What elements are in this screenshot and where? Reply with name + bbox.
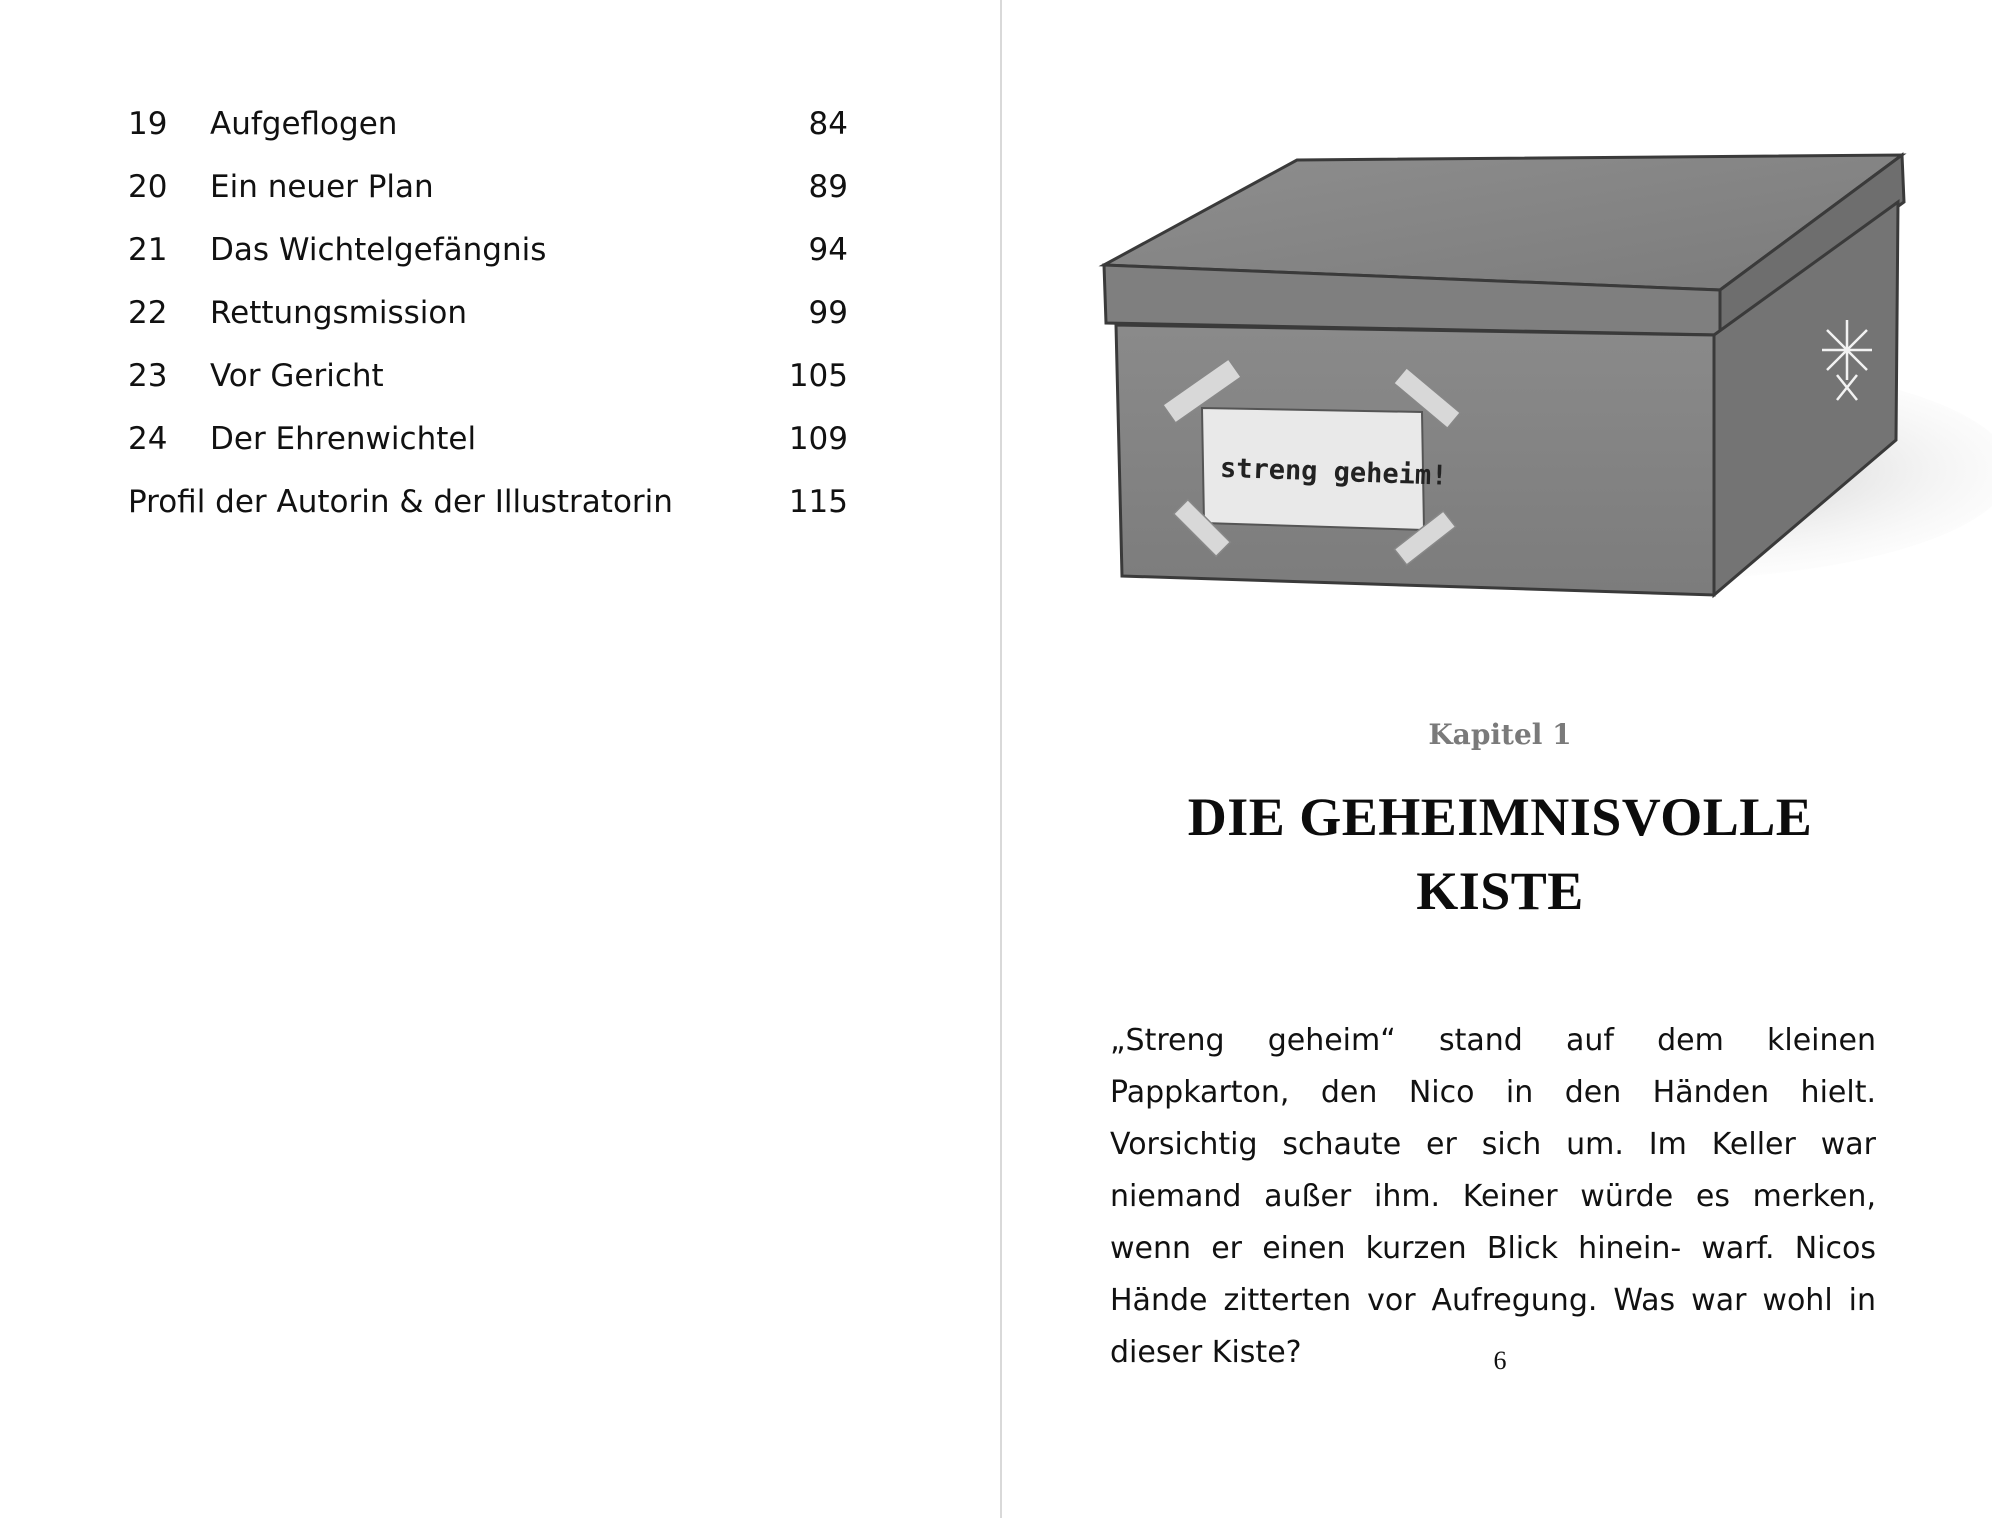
toc-entry[interactable] [128, 350, 848, 413]
box-illustration [1092, 140, 1992, 620]
toc-page-number: 89 [808, 169, 848, 205]
label-text: streng geheim! [1219, 452, 1448, 492]
toc-entry[interactable] [128, 287, 848, 350]
toc-page-number: 84 [808, 106, 848, 142]
toc-chapter-number: 24 [128, 421, 168, 457]
toc-chapter-number: 23 [128, 358, 168, 394]
chapter-label: Kapitel 1 [1428, 718, 1572, 751]
toc-chapter-title: Vor Gericht [210, 358, 384, 394]
right-page [1002, 0, 1998, 1518]
toc-page-number: 99 [808, 295, 848, 331]
toc-entry[interactable] [128, 224, 848, 287]
toc-chapter-title: Ein neuer Plan [210, 169, 434, 205]
chapter-body-text: „Streng geheim“ stand auf dem kleinen Pappkarton, den Nico in den Händen hielt. Vorsichtig schaute er sich um. Im Keller war niemand außer ihm. Keiner würde es merken, wenn er einen kurzen Blick hinein- warf. Nicos Hände zitterten vor Aufregung. Was war wohl in dieser Kiste? [1110, 1023, 1876, 1370]
toc-page-number: 115 [788, 484, 848, 520]
toc-entry[interactable] [128, 161, 848, 224]
toc-entry[interactable] [128, 413, 848, 476]
toc-entry-profile[interactable] [128, 476, 848, 539]
toc-page-number: 109 [788, 421, 848, 457]
chapter-title [1002, 780, 1998, 928]
page-number: 6 [1493, 1346, 1507, 1375]
toc-chapter-number: 22 [128, 295, 168, 331]
toc-page-number: 105 [788, 358, 848, 394]
toc-chapter-number: 20 [128, 169, 168, 205]
table-of-contents [128, 98, 848, 539]
chapter-title-line: DIE GEHEIMNISVOLLE [1187, 787, 1813, 847]
toc-chapter-title: Das Wichtelgefängnis [210, 232, 547, 268]
toc-chapter-title: Aufgeflogen [210, 106, 398, 142]
toc-chapter-title: Der Ehrenwichtel [210, 421, 477, 457]
toc-chapter-title: Rettungsmission [210, 295, 467, 331]
chapter-title-line: KISTE [1416, 861, 1584, 921]
toc-chapter-number: 21 [128, 232, 168, 268]
toc-profile-title: Profil der Autorin & der Illustratorin [128, 484, 673, 520]
toc-page-number: 94 [808, 232, 848, 268]
toc-entry[interactable] [128, 98, 848, 161]
toc-chapter-number: 19 [128, 106, 168, 142]
